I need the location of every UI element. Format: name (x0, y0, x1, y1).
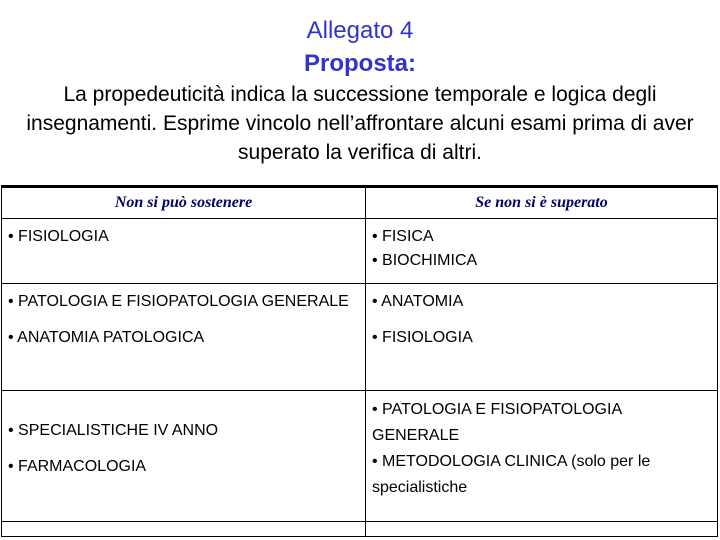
list-item: • PATOLOGIA E FISIOPATOLOGIA GENERALE (372, 401, 622, 444)
title-allegato: Allegato 4 (306, 17, 414, 44)
propedeuticity-table (1, 185, 718, 537)
table-header-row (2, 187, 718, 219)
table-cell-left (2, 284, 366, 391)
table-row (2, 219, 718, 284)
list-item: • FARMACOLOGIA (8, 458, 147, 475)
list-item: • SPECIALISTICHE IV ANNO (8, 422, 219, 439)
intro-paragraph: La propedeuticità indica la successione temporale e logica degli insegnamenti. Esprime vincolo nell’affrontare alcuni esami prima di aver superato la verifica di altri. (26, 83, 694, 164)
table-cell-left (2, 391, 366, 522)
table-cell-left (2, 219, 366, 284)
list-item: • METODOLOGIA CLINICA (solo per le specialistiche (372, 453, 651, 496)
title-proposta: Proposta: (303, 50, 416, 77)
list-item: • FISIOLOGIA (372, 329, 473, 346)
table-row (2, 391, 718, 522)
table-cell-right (366, 219, 718, 284)
table-cell-right (366, 522, 718, 537)
list-item: • FISICA (372, 228, 434, 245)
list-item: • ANATOMIA PATOLOGICA (8, 329, 205, 346)
column-header-non-si-puo-sostenere: Non si può sostenere (2, 187, 366, 219)
list-item: • FISIOLOGIA (8, 228, 109, 245)
table-cell-right (366, 284, 718, 391)
table-cell-right (366, 391, 718, 522)
slide-title (0, 14, 720, 80)
table-row-empty (2, 522, 718, 537)
table-row (2, 284, 718, 391)
list-item: • ANATOMIA (372, 293, 464, 310)
list-item: • BIOCHIMICA (372, 252, 478, 269)
list-item: • PATOLOGIA E FISIOPATOLOGIA GENERALE (8, 293, 349, 310)
table-cell-left (2, 522, 366, 537)
column-header-se-non-si-e-superato: Se non si è superato (366, 187, 718, 219)
